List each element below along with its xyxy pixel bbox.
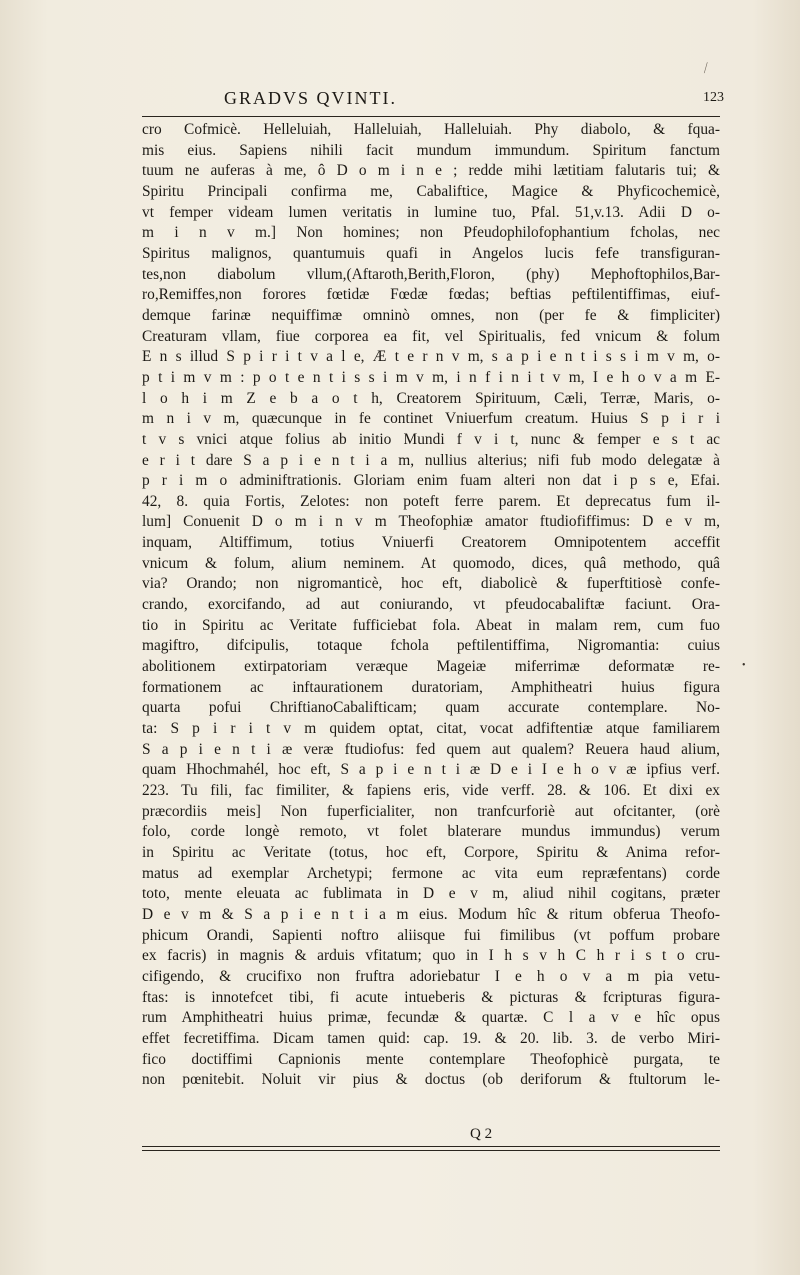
text-line: vt femper videam lumen veritatis in lumine tuo, Pfal. 51,v.13. Adii D o- <box>142 203 720 221</box>
text-line: toto, mente eleuata ac fublimata in D e v m, aliud nihil cogitans, præter <box>142 885 720 903</box>
text-line: p r i m o adminiftrationis. Gloriam enim fuam alteri non dat i p s e, Efai. <box>142 472 720 490</box>
text-line: 223. Tu fili, fac fimiliter, & fapiens eris, vide verff. 28. & 106. Et dixi ex <box>142 782 720 799</box>
text-line: m i n v m.] Non homines; non Pfeudophilofophantium fcholas, nec <box>142 224 720 242</box>
text-line: p t i m v m : p o t e n t i s s i m v m, i n f i n i t v m, I e h o v a m E- <box>142 368 720 386</box>
text-line: ta: S p i r i t v m quidem optat, citat, vocat adfiftentiæ atque familiarem <box>142 720 720 738</box>
text-line: lum] Conuenit D o m i n v m Theofophiæ amator ftudiofiffimus: D e v m, <box>142 513 720 531</box>
text-line: S a p i e n t i æ veræ ftudiofus: fed quem aut qualem? Reuera haud alium, <box>142 740 720 758</box>
text-line: phicum Orandi, Sapienti noftro aliisque fui fimilibus (vt poffum probare <box>142 926 720 944</box>
text-line: folo, corde longè remoto, vt folet blaterare mundus immundus) verum <box>142 823 720 841</box>
text-line: inquam, Altiffimum, totius Vniuerfi Creatorem Omnipotentem acceffit <box>142 534 720 552</box>
footer-rule <box>142 1146 720 1147</box>
text-line: tuum ne auferas à me, ô D o m i n e ; redde mihi lætitiam falutaris tui; & <box>142 162 720 180</box>
text-line: præcordiis meis] Non fuperficialiter, non tranfcurforiè aut ofcitanter, (orè <box>142 802 720 820</box>
text-line: demque farinæ nequiffimæ omninò omnes, non (per fe & fimpliciter) <box>142 306 720 324</box>
text-line: ex facris) in magnis & arduis vfitatum; quo in I h s v h C h r i s t o cru- <box>142 947 720 965</box>
text-line: cro Cofmicè. Helleluiah, Halleluiah, Halleluiah. Phy diabolo, & fqua- <box>142 121 720 138</box>
text-line: effet fecretiffima. Dicam tamen quid: cap. 19. & 20. lib. 3. de verbo Miri- <box>142 1029 720 1047</box>
text-line: formationem ac inftaurationem duratoriam, Amphitheatri huius figura <box>142 678 720 696</box>
text-line: fico doctiffimi Capnionis mente contemplare Theofophicè purgata, te <box>142 1050 720 1068</box>
text-line: cifigendo, & crucifixo non fruftra adoriebatur I e h o v a m pia vetu- <box>142 967 720 985</box>
text-line: quarta pofui ChriftianoCabalifticam; quam accurate contemplare. No- <box>142 699 720 717</box>
margin-dot: • <box>742 660 746 671</box>
header-rule <box>142 116 720 117</box>
text-line: matus ad exemplar Archetypi; fermone ac vita eum repræfentans) corde <box>142 864 720 882</box>
footer-rule-double <box>142 1150 720 1151</box>
text-line: ro,Remiffes,non forores fœtidæ Fœdæ fœdas; beftias peftilentiffimas, eiuf- <box>142 286 720 304</box>
text-line: Spiritu Principali confirma me, Cabaliftice, Magice & Phyficochemicè, <box>142 182 720 200</box>
page-header <box>224 88 724 116</box>
text-line: ftas: is innotefcet tibi, fi acute intueberis & picturas & fcripturas figura- <box>142 988 720 1006</box>
body-text <box>142 120 720 1091</box>
text-line: D e v m & S a p i e n t i a m eius. Modum hîc & ritum obferua Theofo- <box>142 905 720 923</box>
text-line: tio in Spiritu ac Veritate fufficiebat fola. Abeat in malam rem, cum fuo <box>142 616 720 634</box>
text-line: rum Amphitheatri huius primæ, fecundæ & quartæ. C l a v e hîc opus <box>142 1009 720 1027</box>
ink-mark: ⁄ <box>702 61 710 77</box>
text-line: abolitionem extirpatoriam veræque Mageiæ miferrimæ deformatæ re- <box>142 658 720 676</box>
text-line: Spiritus malignos, quantumuis quafi in Angelos lucis fefe transfiguran- <box>142 244 720 262</box>
text-line: magiftro, difcipulis, totaque fchola peftilentiffima, Nigromantia: cuius <box>142 637 720 655</box>
text-line: E n s illud S p i r i t v a l e, Æ t e r n v m, s a p i e n t i s s i m v m, o- <box>142 348 720 366</box>
text-line: via? Orando; non nigromanticè, hoc eft, diabolicè & fuperftitiosè confe- <box>142 575 720 593</box>
catchword: Q 2 <box>470 1126 493 1142</box>
text-line: m n i v m, quæcunque in fe continet Vniuerfum creatum. Huius S p i r i <box>142 410 720 428</box>
text-line: non pœnitebit. Noluit vir pius & doctus (ob deriforum & ftultorum le- <box>142 1071 720 1089</box>
text-line: quam Hhochmahél, hoc eft, S a p i e n t i æ D e i I e h o v æ ipfius verf. <box>142 761 720 779</box>
text-line: crando, exorcifando, ad aut coniurando, vt pfeudocabaliftæ faciunt. Ora- <box>142 596 720 614</box>
text-line: tes,non diabolum vllum,(Aftaroth,Berith,Floron, (phy) Mephoftophilos,Bar- <box>142 265 720 283</box>
text-line: in Spiritu ac Veritate (totus, hoc eft, Corpore, Spiritu & Anima refor- <box>142 843 720 861</box>
page-number: 123 <box>703 90 724 105</box>
text-line: e r i t dare S a p i e n t i a m, nullius alterius; nifi fub modo delegatæ à <box>142 451 720 469</box>
text-line: l o h i m Z e b a o t h, Creatorem Spirituum, Cæli, Terræ, Maris, o- <box>142 389 720 407</box>
text-line: Creaturam vllam, fiue corporea ea fit, vel Spiritualis, fed vnicum & folum <box>142 327 720 345</box>
text-line: t v s vnici atque folius ab initio Mundi f v i t, nunc & femper e s t ac <box>142 430 720 448</box>
text-line: vnicum & folum, alium neminem. At quomodo, dices, quâ methodo, quâ <box>142 554 720 572</box>
text-line: 42, 8. quia Fortis, Zelotes: non poteft ferre parem. Et deprecatus fum il- <box>142 492 720 510</box>
text-line: mis eius. Sapiens nihili facit mundum immundum. Spiritum fanctum <box>142 141 720 159</box>
running-head: GRADVS QVINTI. <box>224 88 397 108</box>
